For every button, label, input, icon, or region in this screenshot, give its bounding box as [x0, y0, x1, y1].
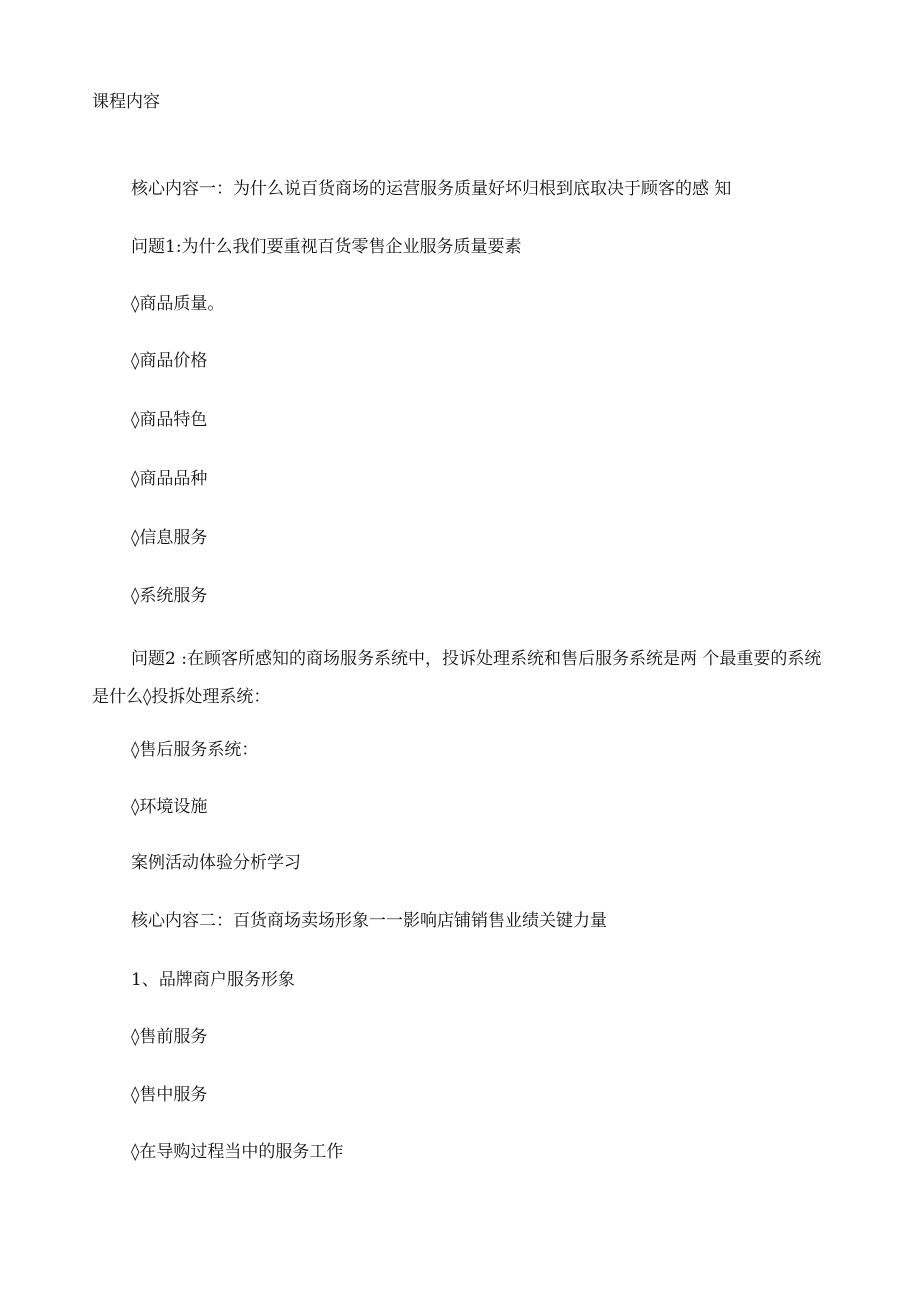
case-study-heading: 案例活动体验分析学习 [131, 853, 301, 873]
list-item: ◊商品特色 [131, 410, 208, 430]
core-content-2-heading: 核心内容二：百货商场卖场形象一一影响店铺销售业绩关键力量 [131, 911, 607, 931]
document-title: 课程内容 [92, 92, 160, 112]
list-item: ◊售前服务 [131, 1027, 208, 1047]
list-item: ◊系统服务 [131, 586, 208, 606]
question-2: 问题2 :在顾客所感知的商场服务系统中，投诉处理系统和售后服务系统是两 个最重要的系统是什么◊投拆处理系统： [92, 649, 822, 707]
core-content-1-heading: 核心内容一：为什么说百货商场的运营服务质量好坏归根到底取决于顾客的感 知 [131, 179, 732, 199]
list-item: ◊售中服务 [131, 1085, 208, 1105]
list-item: ◊商品价格 [131, 351, 208, 371]
list-item: ◊信息服务 [131, 528, 208, 548]
list-item: ◊商品品种 [131, 469, 208, 489]
list-item: ◊环境设施 [131, 797, 208, 817]
section-1-heading: 1、品牌商户服务形象 [131, 970, 295, 990]
list-item: ◊商品质量。 [131, 294, 225, 314]
question-1: 问题1:为什么我们要重视百货零售企业服务质量要素 [131, 237, 522, 257]
list-item: ◊售后服务系统： [131, 740, 259, 760]
list-item: ◊在导购过程当中的服务工作 [131, 1142, 344, 1162]
